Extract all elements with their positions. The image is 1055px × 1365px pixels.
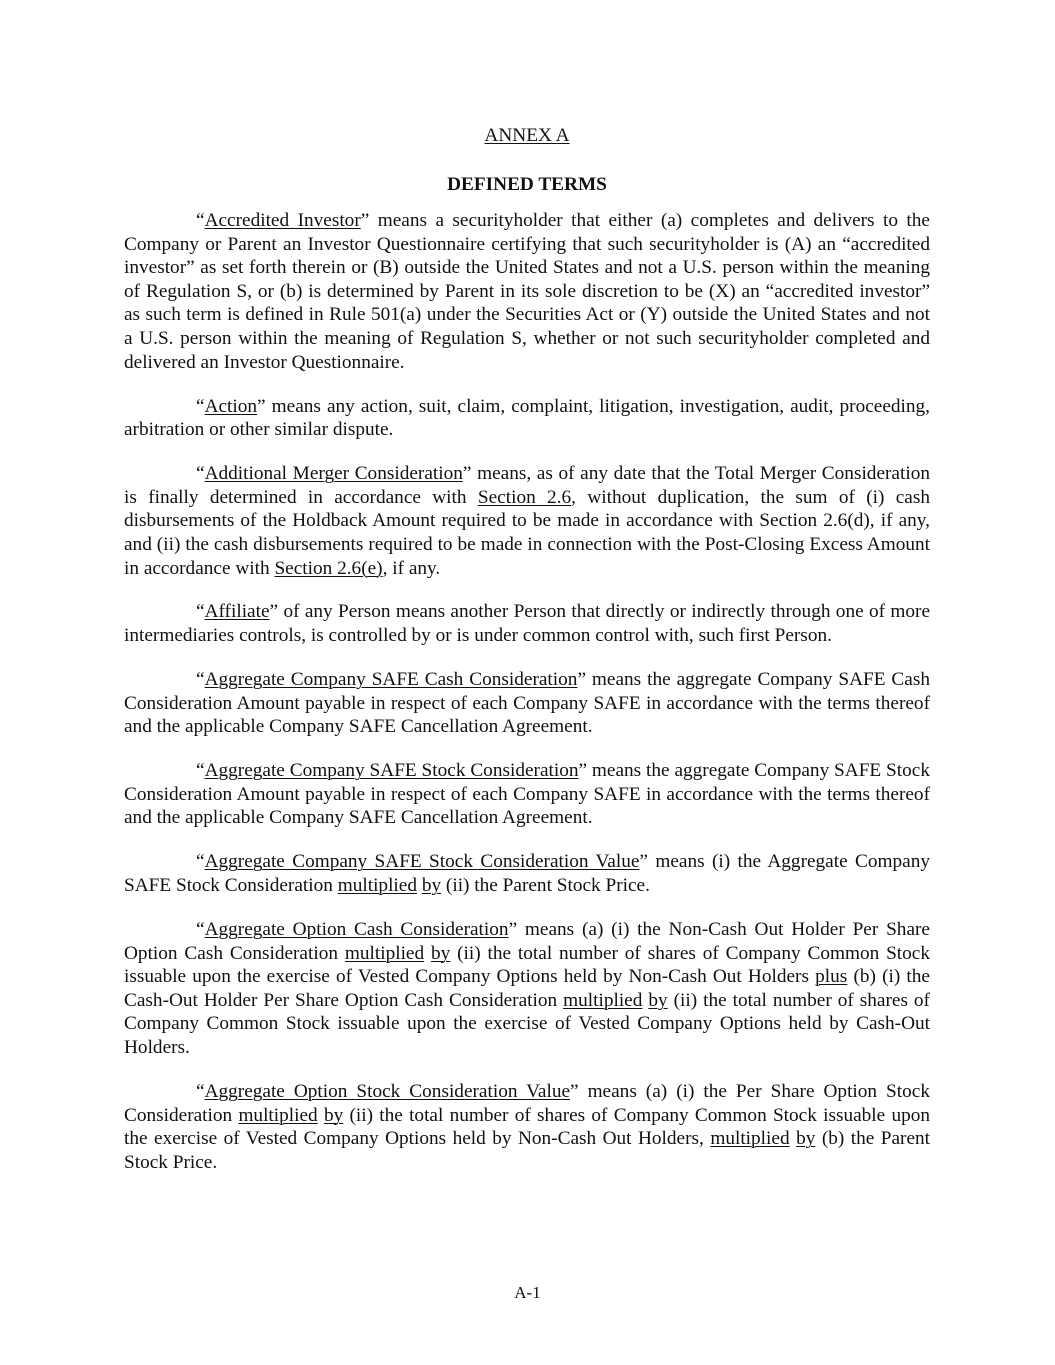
definition-aggregate-company-safe-stock-consideration: “Aggregate Company SAFE Stock Consideration” means the aggregate Company SAFE Stock Consideration Amount payable in respect of each Company SAFE in accordance with the terms thereof and the applicable Company SAFE Cancellation Agreement. <box>124 760 930 829</box>
emphasis-word: multiplied <box>563 989 643 1011</box>
definition-text: means the aggregate Company SAFE Stock Consideration Amount payable in respect of each Company SAFE in accordance with the terms thereof and the applicable Company SAFE Cancellation Agreement. <box>124 760 930 829</box>
definition-text: means (a) (i) the Non-Cash Out Holder Per Share Option Cash Consideration <box>124 918 930 964</box>
definition-text: (ii) the total number of shares of Company Common Stock issuable upon the exercise of Vested Company Options held by Non-Cash Out Holders <box>124 942 930 988</box>
definition-text: means any action, suit, claim, complaint, litigation, investigation, audit, proceeding, arbitration or other similar dispute. <box>124 395 930 441</box>
page-title: DEFINED TERMS <box>447 174 607 195</box>
defined-term: Additional Merger Consideration <box>204 463 463 485</box>
defined-term: Accredited Investor <box>204 210 361 231</box>
emphasis-word: by <box>323 1104 344 1126</box>
defined-term: Aggregate Company SAFE Stock Consideration Value <box>204 851 640 873</box>
definition-aggregate-company-safe-cash-consideration: “Aggregate Company SAFE Cash Consideration” means the aggregate Company SAFE Cash Consideration Amount payable in respect of each Company SAFE in accordance with the terms thereof and the applicable Company SAFE Cancellation Agreement. <box>124 669 930 738</box>
defined-term: Aggregate Option Stock Consideration Value <box>204 1080 571 1102</box>
emphasis-word: plus <box>815 966 848 988</box>
definition-text: means, as of any date that the Total Merger Consideration is finally determined in accordance with <box>124 463 930 508</box>
emphasis-word: multiplied <box>344 942 425 964</box>
page-number: A-1 <box>514 1283 541 1302</box>
definition-text: (ii) the total number of shares of Company Common Stock issuable upon the exercise of Vested Company Options held by Cash-Out Holders. <box>124 989 930 1058</box>
definition-text: means a securityholder that either (a) completes and delivers to the Company or Parent an Investor Questionnaire certifying that such securityholder is (A) an “accredited investor” as set forth therein or (B) outside the United States and not a U.S. person within the meaning of Regulation S, or (b) is determined by Parent in its sole discretion to be (X) an “accredited investor” as such term is defined in Rule 501(a) under the Securities Act or (Y) outside the United States and not a U.S. person within the meaning of Regulation S, whether or not such securityholder completed and delivered an Investor Questionnaire. <box>124 210 930 373</box>
emphasis-word: by <box>430 942 451 964</box>
definition-text: (ii) the total number of shares of Company Common Stock issuable upon the exercise of Vested Company Options held by Non-Cash Out Holders, <box>124 1104 931 1150</box>
definition-aggregate-option-stock-consideration-value: “Aggregate Option Stock Consideration Value” means (a) (i) the Per Share Option Stock Consideration multiplied by (ii) the total number of shares of Company Common Stock issuable upon the exercise of Vested Company Options held by Non-Cash Out Holders, multiplied by (b) the Parent Stock Price. <box>124 1080 931 1173</box>
definition-text: means the aggregate Company SAFE Cash Consideration Amount payable in respect of each Company SAFE in accordance with the terms thereof and the applicable Company SAFE Cancellation Agreement. <box>124 669 930 738</box>
definitions-list <box>124 209 930 1174</box>
definition-aggregate-company-safe-stock-consideration-value: “Aggregate Company SAFE Stock Consideration Value” means (i) the Aggregate Company SAFE Stock Consideration multiplied by (ii) the Parent Stock Price. <box>124 851 930 896</box>
emphasis-word: by <box>796 1128 816 1150</box>
defined-term: Aggregate Option Cash Consideration <box>204 918 509 940</box>
emphasis-word: multiplied <box>238 1104 318 1126</box>
definition-action: “Action” means any action, suit, claim, complaint, litigation, investigation, audit, proceeding, arbitration or other similar dispute. <box>124 395 930 441</box>
definition-text: (b) the Parent Stock Price. <box>124 1128 931 1173</box>
annex-heading: ANNEX A <box>484 125 570 146</box>
emphasis-word: multiplied <box>337 875 417 896</box>
document-page <box>124 118 930 1195</box>
definition-additional-merger-consideration: “Additional Merger Consideration” means, as of any date that the Total Merger Consideration is finally determined in accordance with Section 2.6, without duplication, the sum of (i) cash disbursements of the Holdback Amount required to be made in accordance with Section 2.6(d), if any, and (ii) the cash disbursements required to be made in connection with the Post-Closing Excess Amount in accordance with Section 2.6(e), if any. <box>124 463 931 579</box>
defined-term: Aggregate Company SAFE Stock Consideration <box>204 760 579 782</box>
definition-text: , without duplication, the sum of (i) cash disbursements of the Holdback Amount required to be made in accordance with Section 2.6(d), if any, and (ii) the cash disbursements required to be made in connection with the Post-Closing Excess Amount in accordance with <box>124 486 931 579</box>
emphasis-word: by <box>648 989 668 1011</box>
emphasis-word: multiplied <box>710 1128 790 1150</box>
definition-accredited-investor: “Accredited Investor” means a securityholder that either (a) completes and delivers to the Company or Parent an Investor Questionnaire certifying that such securityholder is (A) an “accredited investor” as set forth therein or (B) outside the United States and not a U.S. person within the meaning of Regulation S, or (b) is determined by Parent in its sole discretion to be (X) an “accredited investor” as such term is defined in Rule 501(a) under the Securities Act or (Y) outside the United States and not a U.S. person within the meaning of Regulation S, whether or not such securityholder completed and delivered an Investor Questionnaire. <box>124 210 930 373</box>
definition-text: of any Person means another Person that directly or indirectly through one of more intermediaries controls, is controlled by or is under common control with, such first Person. <box>124 601 930 647</box>
emphasis-word: by <box>421 875 442 896</box>
definition-text: , if any. <box>382 557 441 579</box>
definition-affiliate: “Affiliate” of any Person means another Person that directly or indirectly through one of more intermediaries controls, is controlled by or is under common control with, such first Person. <box>124 601 930 647</box>
definition-aggregate-option-cash-consideration: “Aggregate Option Cash Consideration” means (a) (i) the Non-Cash Out Holder Per Share Option Cash Consideration multiplied by (ii) the total number of shares of Company Common Stock issuable upon the exercise of Vested Company Options held by Non-Cash Out Holders plus (b) (i) the Cash-Out Holder Per Share Option Cash Consideration multiplied by (ii) the total number of shares of Company Common Stock issuable upon the exercise of Vested Company Options held by Cash-Out Holders. <box>124 918 930 1058</box>
definition-text: (ii) the Parent Stock Price. <box>445 875 650 896</box>
definition-text: means (a) (i) the Per Share Option Stock Consideration <box>124 1080 930 1126</box>
definition-text: means (i) the Aggregate Company SAFE Stock Consideration <box>124 851 930 896</box>
defined-term: Action <box>204 395 258 417</box>
section-reference: Section 2.6 <box>477 486 572 508</box>
section-reference: Section 2.6(e) <box>274 557 383 579</box>
defined-term: Aggregate Company SAFE Cash Consideration <box>204 669 578 691</box>
defined-term: Affiliate <box>204 601 270 623</box>
definition-text: (b) (i) the Cash-Out Holder Per Share Option Cash Consideration <box>124 966 930 1011</box>
